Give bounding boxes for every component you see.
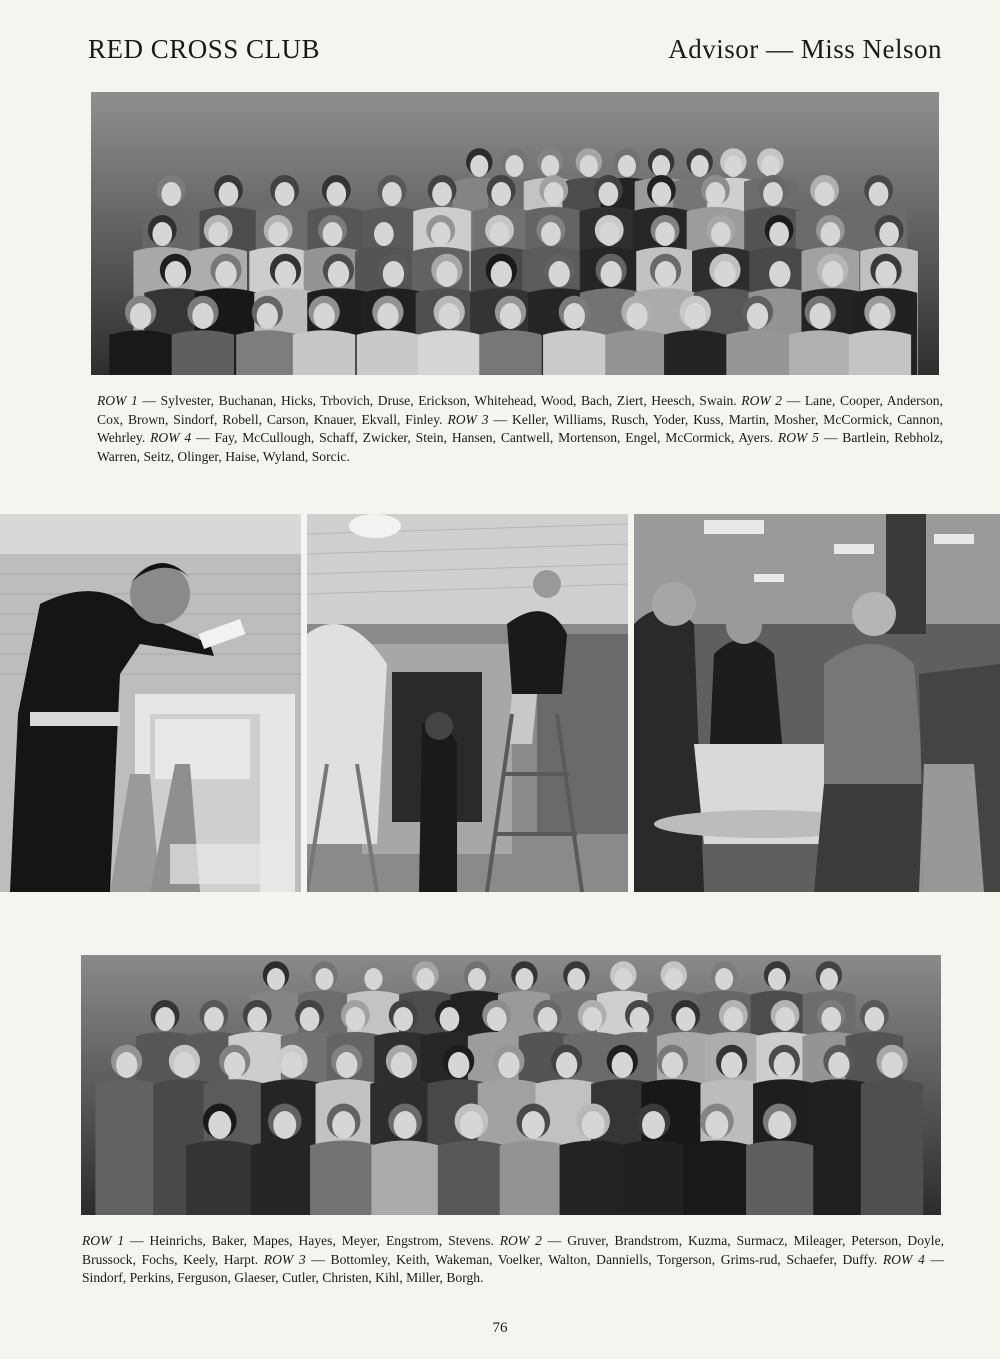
candid-photo-packing — [634, 514, 1000, 892]
caption-row-names: — Keller, Williams, Rusch, Yoder, Kuss, Martin, Mosher, McCormick, Cannon, Wehrley. — [97, 411, 943, 446]
person-face — [448, 1052, 469, 1078]
person-face — [515, 968, 533, 990]
person-face — [652, 182, 672, 206]
person-face — [600, 261, 621, 287]
person-face — [822, 261, 843, 287]
person-face — [612, 1052, 633, 1078]
person-body — [746, 1141, 813, 1216]
person-face — [564, 303, 585, 329]
person-body — [371, 1141, 438, 1216]
person-face — [665, 968, 683, 990]
person-face — [326, 182, 346, 206]
page-number: 76 — [492, 1320, 508, 1336]
person-face — [541, 222, 561, 246]
person-body — [418, 330, 480, 375]
page-title: RED CROSS CLUB — [88, 34, 321, 64]
person-face — [582, 1007, 602, 1031]
person-face — [152, 222, 172, 246]
person-face — [315, 968, 333, 990]
person-face — [567, 968, 585, 990]
person-face — [491, 182, 511, 206]
person-face — [869, 303, 890, 329]
person-face — [711, 222, 731, 246]
person-body — [479, 330, 541, 375]
person-face — [522, 1111, 545, 1139]
person-face — [721, 1052, 742, 1078]
painting-photo-icon — [0, 514, 301, 892]
person-face — [267, 968, 285, 990]
person-face — [538, 1007, 558, 1031]
person-face — [691, 155, 709, 177]
caption-row-names: — Bottomley, Keith, Wakeman, Voelker, Walton, Danniells, Torgerson, Grims-rud, Schaefer, Duffy. — [305, 1251, 883, 1267]
person-face — [460, 1111, 483, 1139]
person-body — [186, 1141, 253, 1216]
person-face — [500, 303, 521, 329]
person-face — [541, 155, 559, 177]
person-face — [580, 155, 598, 177]
person-face — [374, 222, 394, 246]
person-face — [630, 1007, 650, 1031]
top-caption — [97, 392, 943, 466]
person-body — [172, 330, 234, 375]
person-face — [328, 261, 349, 287]
person-face — [155, 1007, 175, 1031]
person-face — [544, 182, 564, 206]
person-face — [332, 1111, 355, 1139]
person-body — [109, 330, 171, 375]
person-face — [582, 1111, 605, 1139]
person-face — [652, 155, 670, 177]
person-face — [869, 182, 889, 206]
caption-row-label: ROW 5 — [777, 430, 819, 446]
person-body — [293, 330, 355, 375]
caption-row-label: ROW 1 — [82, 1233, 125, 1248]
person-face — [879, 222, 899, 246]
ladder-photo-icon — [307, 514, 628, 892]
person-face — [440, 1007, 460, 1031]
person-face — [556, 1052, 577, 1078]
person-face — [247, 1007, 267, 1031]
person-face — [208, 1111, 231, 1139]
person-face — [346, 1007, 366, 1031]
caption-row-names: — Bartlein, Rebholz, Warren, Seitz, Olinger, Haise, Wyland, Sorcic. — [97, 430, 943, 464]
person-face — [273, 1111, 296, 1139]
caption-row-label: ROW 2 — [499, 1233, 542, 1248]
person-body — [251, 1141, 318, 1216]
person-face — [706, 182, 726, 206]
person-face — [875, 261, 896, 287]
person-face — [323, 222, 343, 246]
person-body — [438, 1141, 505, 1216]
person-face — [432, 182, 452, 206]
person-face — [391, 1052, 412, 1078]
caption-row-label: ROW 1 — [97, 393, 138, 408]
person-face — [130, 303, 151, 329]
person-body — [606, 330, 668, 375]
person-face — [300, 1007, 320, 1031]
person-face — [769, 261, 790, 287]
person-face — [313, 303, 334, 329]
person-face — [705, 1111, 728, 1139]
person-face — [393, 1007, 413, 1031]
person-face — [208, 222, 228, 246]
person-face — [165, 261, 186, 287]
person-face — [394, 1111, 417, 1139]
person-face — [416, 968, 434, 990]
person-face — [491, 261, 512, 287]
person-face — [775, 1007, 795, 1031]
person-body — [310, 1141, 377, 1216]
person-face — [614, 968, 632, 990]
person-face — [470, 155, 488, 177]
person-face — [685, 303, 706, 329]
person-face — [436, 261, 457, 287]
person-face — [382, 182, 402, 206]
person-face — [865, 1007, 885, 1031]
person-face — [724, 1007, 744, 1031]
person-face — [821, 222, 841, 246]
person-face — [724, 155, 742, 177]
advisor-label: Advisor — Miss Nelson — [668, 34, 942, 64]
person-face — [676, 1007, 696, 1031]
person-face — [224, 1052, 245, 1078]
person-face — [810, 303, 831, 329]
person-face — [490, 222, 510, 246]
caption-row-names: — Fay, McCullough, Schaff, Zwicker, Stein, Hansen, Cantwell, Mortenson, Engel, McCormick, Ayers. — [191, 430, 778, 446]
person-face — [815, 182, 835, 206]
person-face — [655, 222, 675, 246]
person-face — [714, 261, 735, 287]
person-face — [219, 182, 239, 206]
person-face — [275, 261, 296, 287]
person-body — [726, 330, 788, 375]
person-face — [275, 182, 295, 206]
person-face — [747, 303, 768, 329]
caption-row-label: ROW 3 — [263, 1251, 306, 1267]
person-face — [626, 303, 647, 329]
person-face — [498, 1052, 519, 1078]
person-face — [268, 222, 288, 246]
person-face — [768, 968, 786, 990]
person-face — [174, 1052, 195, 1078]
person-face — [505, 155, 523, 177]
person-face — [715, 968, 733, 990]
person-face — [662, 1052, 683, 1078]
person-face — [377, 303, 398, 329]
person-face — [204, 1007, 224, 1031]
person-body — [789, 330, 851, 375]
person-body — [236, 330, 298, 375]
caption-row-names: — Sindorf, Perkins, Ferguson, Glaeser, Cutler, Christen, Kihl, Miller, Borgh. — [82, 1251, 945, 1286]
person-face — [116, 1052, 137, 1078]
person-body — [620, 1141, 687, 1216]
person-face — [487, 1007, 507, 1031]
person-face — [257, 303, 278, 329]
person-face — [768, 1111, 791, 1139]
person-face — [761, 155, 779, 177]
person-face — [821, 1007, 841, 1031]
person-face — [161, 182, 181, 206]
person-face — [192, 303, 213, 329]
person-body — [543, 330, 605, 375]
person-face — [468, 968, 486, 990]
caption-row-names: — Sylvester, Buchanan, Hicks, Trbovich, Druse, Erickson, Whitehead, Wood, Bach, Ziert, Heesch, Swain. — [137, 393, 742, 408]
person-face — [281, 1052, 302, 1078]
person-face — [828, 1052, 849, 1078]
person-face — [364, 968, 382, 990]
group-photo-icon — [81, 955, 941, 1215]
person-body — [808, 1079, 870, 1215]
person-face — [618, 155, 636, 177]
person-face — [769, 222, 789, 246]
bottom-caption — [82, 1232, 944, 1288]
top-group-photo — [91, 92, 939, 375]
caption-row-label: ROW 4 — [150, 430, 192, 446]
candid-photo-painting — [0, 514, 301, 892]
person-face — [439, 303, 460, 329]
person-body — [683, 1141, 750, 1216]
caption-row-label: ROW 4 — [882, 1251, 925, 1267]
person-face — [763, 182, 783, 206]
person-body — [500, 1141, 567, 1216]
person-face — [549, 261, 570, 287]
person-body — [95, 1079, 157, 1215]
person-body — [849, 330, 911, 375]
person-body — [357, 330, 419, 375]
packing-photo-icon — [634, 514, 1000, 892]
caption-row-names: — Lane, Cooper, Anderson, Cox, Brown, Sindorf, Robell, Carson, Knauer, Ekvall, Finley. — [97, 393, 943, 427]
person-body — [560, 1141, 627, 1216]
group-photo-icon — [91, 92, 939, 375]
person-face — [383, 261, 404, 287]
person-face — [599, 182, 619, 206]
person-face — [599, 222, 619, 246]
person-face — [336, 1052, 357, 1078]
caption-row-names: — Gruver, Brandstrom, Kuzma, Surmacz, Mileager, Peterson, Doyle, Brussock, Fochs, Keely, Harpt. — [82, 1233, 945, 1267]
caption-row-label: ROW 3 — [447, 411, 489, 427]
candid-photo-ladder — [307, 514, 628, 892]
person-face — [431, 222, 451, 246]
person-face — [820, 968, 838, 990]
caption-row-label: ROW 2 — [741, 393, 783, 408]
person-face — [642, 1111, 665, 1139]
person-face — [774, 1052, 795, 1078]
bottom-group-photo — [81, 955, 941, 1215]
person-body — [861, 1079, 923, 1215]
person-body — [664, 330, 726, 375]
caption-row-names: — Heinrichs, Baker, Mapes, Hayes, Meyer, Engstrom, Stevens. — [124, 1233, 500, 1248]
person-face — [655, 261, 676, 287]
person-face — [215, 261, 236, 287]
person-face — [881, 1052, 902, 1078]
